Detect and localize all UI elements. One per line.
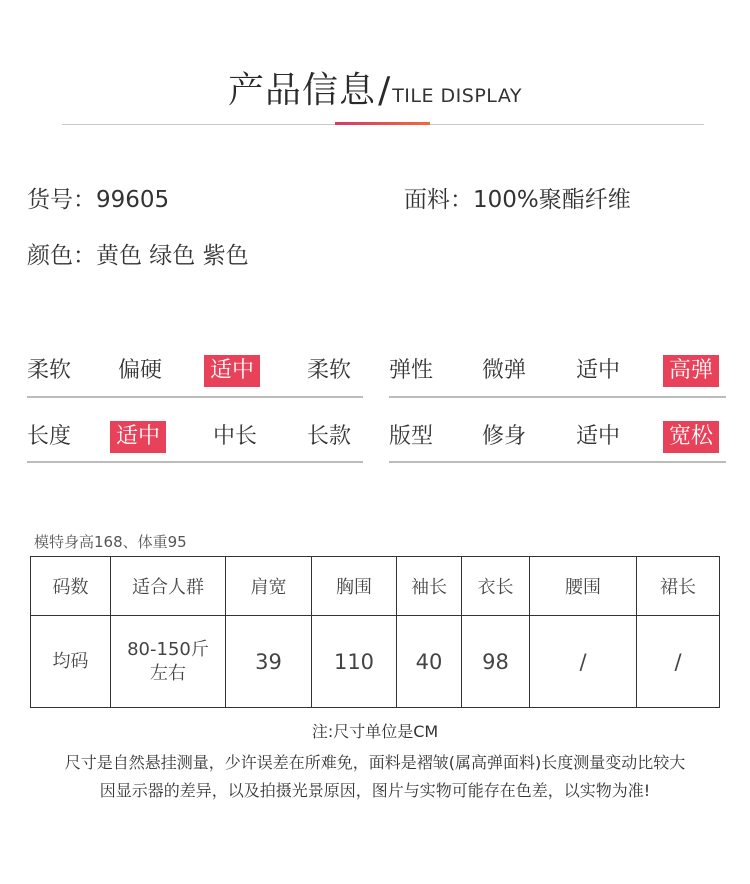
attr-label: 弹性 <box>389 358 434 383</box>
attr-option-selected: 适中 <box>204 355 260 387</box>
page-title <box>0 62 750 113</box>
table-cell-skirt: / <box>637 616 720 708</box>
crowd-line-1: 80-150斤 <box>127 638 209 660</box>
attr-option: 适中 <box>576 358 621 383</box>
attr-fit <box>0 421 750 465</box>
table-header: 衣长 <box>462 557 530 616</box>
item-number: 货号：99605 <box>27 187 170 213</box>
table-header-row <box>31 557 720 616</box>
title-accent-bar <box>335 122 430 125</box>
model-note: 模特身高168、体重95 <box>34 533 187 551</box>
table-header: 适合人群 <box>111 557 226 616</box>
attr-option-selected: 高弹 <box>663 355 719 387</box>
table-header: 胸围 <box>312 557 397 616</box>
crowd-line-2: 左右 <box>150 662 186 684</box>
table-cell-sleeve: 40 <box>397 616 462 708</box>
fabric-info: 面料：100%聚酯纤维 <box>404 187 631 213</box>
measure-note: 尺寸是自然悬挂测量，少许误差在所难免，面料是褶皱(属高弹面料)长度测量变动比较大 <box>64 753 686 772</box>
attr-option: 中长 <box>213 424 258 449</box>
attr-label: 版型 <box>389 424 434 449</box>
attr-option-selected: 宽松 <box>663 421 719 453</box>
table-header: 袖长 <box>397 557 462 616</box>
table-cell-crowd <box>111 616 226 708</box>
attr-elasticity <box>0 355 750 399</box>
attr-label: 长度 <box>27 424 72 449</box>
size-table <box>30 556 720 708</box>
table-header: 码数 <box>31 557 111 616</box>
attr-label: 柔软 <box>27 358 72 383</box>
attr-divider <box>389 461 726 463</box>
table-cell-shoulder: 39 <box>226 616 312 708</box>
attr-option-selected: 适中 <box>110 421 166 453</box>
table-cell-waist: / <box>530 616 637 708</box>
attr-option: 微弹 <box>482 358 527 383</box>
attr-divider <box>389 396 726 398</box>
table-header: 裙长 <box>637 557 720 616</box>
title-slash: / <box>378 70 391 111</box>
table-header: 肩宽 <box>226 557 312 616</box>
title-english: TILE DISPLAY <box>392 85 522 107</box>
attr-option: 长款 <box>307 424 352 449</box>
table-cell-length: 98 <box>462 616 530 708</box>
color-info: 颜色：黄色 绿色 紫色 <box>27 243 249 269</box>
attr-option: 偏硬 <box>118 358 163 383</box>
attr-option: 柔软 <box>307 358 352 383</box>
table-cell-chest: 110 <box>312 616 397 708</box>
color-disclaimer: 因显示器的差异，以及拍摄光景原因，图片与实物可能存在色差，以实物为准! <box>99 781 651 800</box>
table-header: 腰围 <box>530 557 637 616</box>
title-chinese: 产品信息 <box>228 70 377 111</box>
table-cell-size: 均码 <box>31 616 111 708</box>
table-row <box>31 616 720 708</box>
attr-option: 修身 <box>482 424 527 449</box>
unit-note: 注:尺寸单位是CM <box>311 722 439 741</box>
attr-option: 适中 <box>576 424 621 449</box>
